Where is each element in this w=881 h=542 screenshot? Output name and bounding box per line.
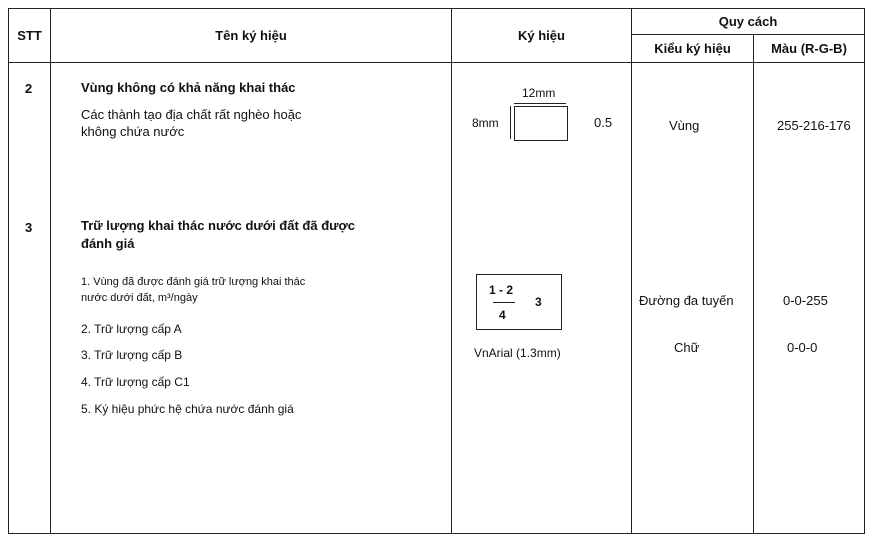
- row3-item1-line1: 1. Vùng đã được đánh giá trữ lượng khai thác: [81, 276, 306, 288]
- row2-desc-line2: không chứa nước: [81, 124, 185, 139]
- row3-stt: 3: [25, 220, 33, 235]
- row3-color1: 0-0-255: [783, 293, 828, 308]
- header-symbol: Ký hiệu: [452, 9, 632, 63]
- row2-line-weight: 0.5: [594, 115, 613, 130]
- row3-kind2: Chữ: [674, 340, 700, 355]
- row2-dim-height: 8mm: [472, 116, 499, 130]
- name-cell: [51, 63, 452, 534]
- row2-desc-line1: Các thành tạo địa chất rất nghèo hoặc: [81, 107, 302, 122]
- row3-item4: 4. Trữ lượng cấp C1: [81, 375, 190, 389]
- row3-color2: 0-0-0: [787, 340, 818, 355]
- header-color: Màu (R-G-B): [754, 35, 865, 63]
- row2-color: 255-216-176: [777, 118, 851, 133]
- row2-dim-width: 12mm: [522, 86, 556, 100]
- row3-font-note: VnArial (1.3mm): [474, 346, 561, 360]
- fraction-line: [493, 302, 515, 303]
- symbol-table: [8, 8, 865, 534]
- row3-item5: 5. Ký hiệu phức hệ chứa nước đánh giá: [81, 402, 294, 416]
- area-symbol-box: [514, 106, 568, 141]
- header-spec: Quy cách: [632, 9, 865, 35]
- fraction-side: 3: [535, 295, 542, 309]
- kind-cell: [632, 63, 754, 534]
- width-dimension-line: [514, 103, 566, 104]
- row3-kind1: Đường đa tuyến: [639, 293, 734, 308]
- header-name: Tên ký hiệu: [51, 9, 452, 63]
- row2-title: Vùng không có khả năng khai thác: [81, 80, 296, 95]
- header-stt: STT: [9, 9, 51, 63]
- row3-item3: 3. Trữ lượng cấp B: [81, 348, 183, 362]
- row3-title-line2: đánh giá: [81, 236, 135, 251]
- fraction-top: 1 - 2: [489, 283, 514, 297]
- row3-item1-line2: nước dưới đất, m³/ngày: [81, 292, 198, 304]
- symbol-cell: [452, 63, 632, 534]
- row3-item2: 2. Trữ lượng cấp A: [81, 322, 182, 336]
- row3-title-line1: Trữ lượng khai thác nước dưới đất đã được: [81, 218, 356, 233]
- color-cell: [754, 63, 865, 534]
- fraction-symbol-box: [476, 274, 562, 330]
- header-kind: Kiểu ký hiệu: [632, 35, 754, 63]
- stt-cell: [9, 63, 51, 534]
- height-dimension-line: [510, 106, 511, 139]
- row2-kind: Vùng: [669, 118, 700, 133]
- row2-stt: 2: [25, 81, 33, 96]
- fraction-bottom: 4: [499, 308, 506, 322]
